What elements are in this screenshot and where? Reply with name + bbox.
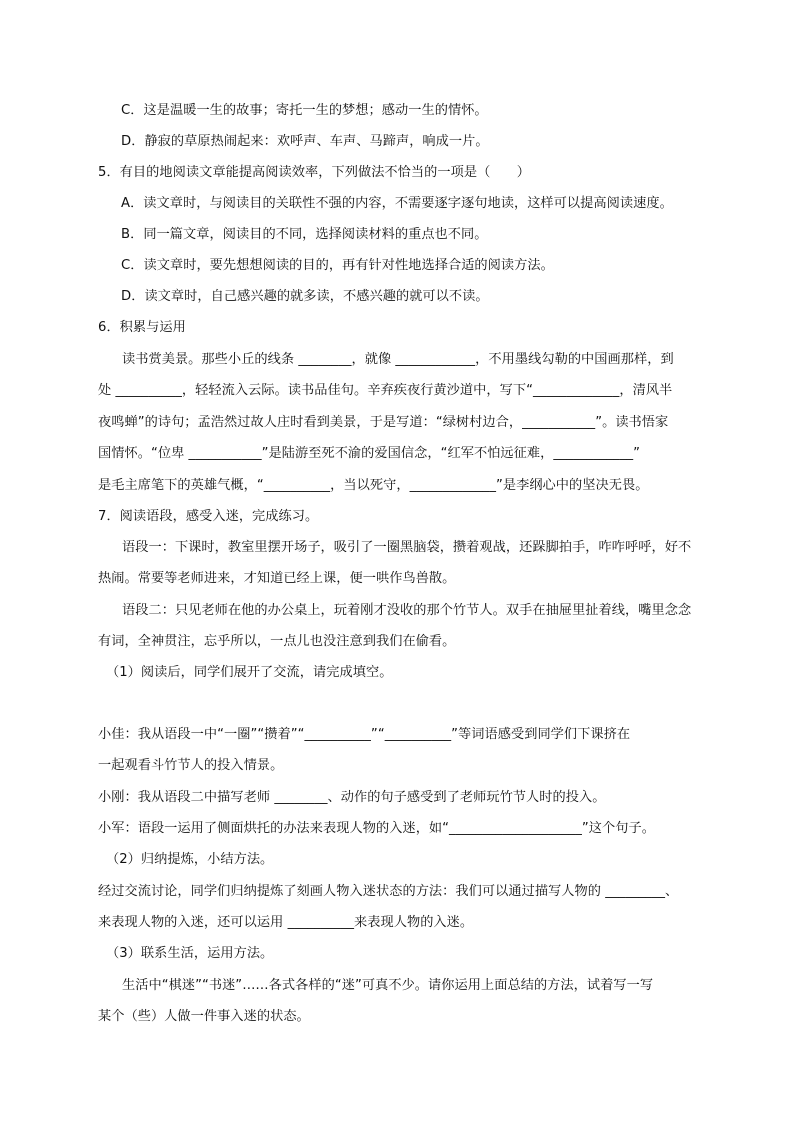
xiaojia-line-1: 小佳：我从语段一中“一圈”“攒着”“__________”“__________”等词语感受到同学们下课挤在 (98, 727, 631, 742)
question-6-title: 6．积累与运用 (98, 320, 186, 335)
option-d-q5: D．读文章时，自己感兴趣的就多读，不感兴趣的就可以不读。 (121, 289, 489, 304)
subquestion-3: （3）联系生活，运用方法。 (106, 946, 274, 961)
option-c-q5: C．读文章时，要先想想阅读的目的，再有针对性地选择合适的阅读方法。 (121, 258, 554, 273)
question-5-stem: 5．有目的地阅读文章能提高阅读效率，下列做法不恰当的一项是（ ） (98, 165, 531, 180)
xiaojun-line: 小军：语段一运用了侧面烘托的办法来表现人物的入迷，如“____________________”这个句子。 (98, 821, 655, 836)
passage-1-line-1: 语段一：下课时，教室里摆开场子，吸引了一圈黑脑袋，攒着观战，还跺脚拍手，咋咋呼呼，好不 (122, 540, 692, 555)
q6-paragraph-line-2: 处 __________，轻轻流入云际。读书品佳句。辛弃疾夜行黄沙道中，写下“_____________，清风半 (98, 383, 673, 398)
passage-1-line-2: 热闹。常要等老师进来，才知道已经上课，便一哄作鸟兽散。 (98, 571, 456, 586)
life-application-line-2: 某个（些）人做一件事入迷的状态。 (98, 1009, 310, 1024)
subquestion-2: （2）归纳提炼，小结方法。 (106, 852, 274, 867)
xiaogang-line: 小刚：我从语段二中描写老师 ________、动作的句子感受到了老师玩竹节人时的投入。 (98, 790, 606, 805)
question-7-title: 7．阅读语段，感受入迷，完成练习。 (98, 509, 319, 524)
option-a-q5: A．读文章时，与阅读目的关联性不强的内容，不需要逐字逐句地读，这样可以提高阅读速度。 (121, 196, 673, 211)
summary-line-1: 经过交流讨论，同学们归纳提炼了刻画人物入迷状态的方法：我们可以通过描写人物的 _________、 (98, 884, 679, 899)
option-c-q4: C．这是温暖一生的故事；寄托一生的梦想；感动一生的情怀。 (121, 103, 488, 118)
life-application-line-1: 生活中“棋迷”“书迷”……各式各样的“迷”可真不少。请你运用上面总结的方法，试着写一写 (122, 978, 654, 993)
q6-paragraph-line-4: 国情怀。“位卑 ___________”是陆游至死不渝的爱国信念，“红军不怕远征难，____________” (98, 446, 640, 461)
xiaojia-line-2: 一起观看斗竹节人的投入情景。 (98, 758, 284, 773)
summary-line-2: 来表现人物的入迷，还可以运用 __________来表现人物的入迷。 (98, 915, 474, 930)
q6-paragraph-line-1: 读书赏美景。那些小丘的线条 ________，就像 ____________，不用墨线勾勒的中国画那样，到 (122, 352, 674, 367)
option-d-q4: D．静寂的草原热闹起来：欢呼声、车声、马蹄声，响成一片。 (121, 134, 489, 149)
option-b-q5: B．同一篇文章，阅读目的不同，选择阅读材料的重点也不同。 (121, 227, 488, 242)
q6-paragraph-line-5: 是毛主席笔下的英雄气概，“__________，当以死守，_____________”是李纲心中的坚决无畏。 (98, 478, 649, 493)
subquestion-1: （1）阅读后，同学们展开了交流，请完成填空。 (106, 665, 393, 680)
q6-paragraph-line-3: 夜鸣蝉”的诗句；孟浩然过故人庄时看到美景，于是写道：“绿树村边合，___________”。读书悟家 (98, 415, 669, 430)
passage-2-line-1: 语段二：只见老师在他的办公桌上，玩着刚才没收的那个竹节人。双手在抽屉里扯着线，嘴里念念 (122, 603, 692, 618)
passage-2-line-2: 有词，全神贯注，忘乎所以，一点儿也没注意到我们在偷看。 (98, 634, 456, 649)
